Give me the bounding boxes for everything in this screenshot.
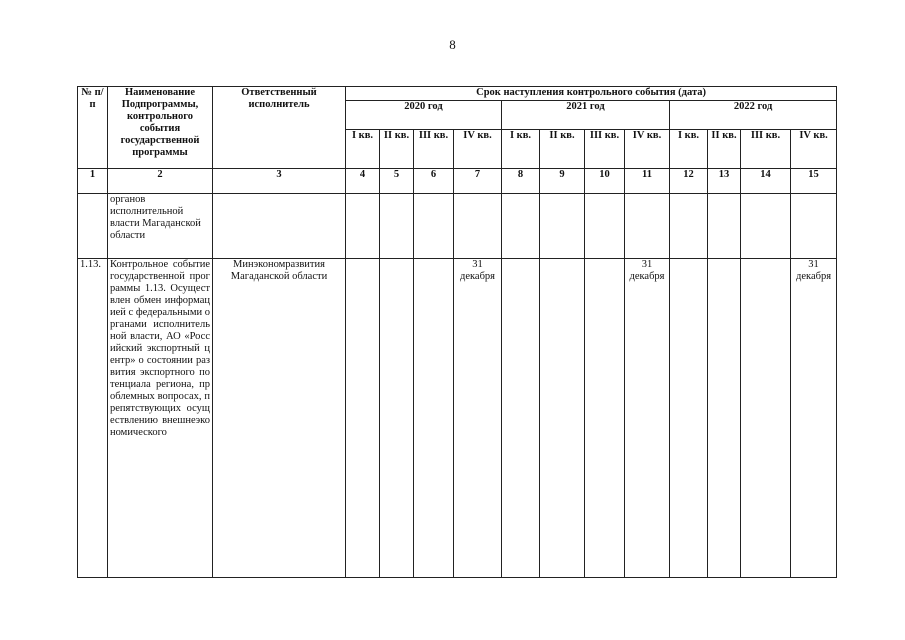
header-year-2021: 2021 год	[502, 101, 670, 130]
control-events-table	[77, 86, 837, 578]
quarter-cell-date: 31 декабря	[454, 259, 502, 578]
column-number: 12	[670, 169, 708, 194]
header-quarter: II кв.	[380, 130, 414, 169]
column-number: 7	[454, 169, 502, 194]
header-quarter: I кв.	[346, 130, 380, 169]
quarter-cell-date: 31 декабря	[791, 259, 837, 578]
header-year-2020: 2020 год	[346, 101, 502, 130]
column-number: 15	[791, 169, 837, 194]
quarter-cell	[670, 194, 708, 259]
row-name: Контрольное событие государственной программы 1.13. Осуществлен обмен информацией с федеральными органами исполнительной власти, АО «Российский экспортный центр» о состоянии развития экспортного потенциала региона, проблемных вопросах, препятствующих осуществлению внешнеэкономического	[108, 259, 213, 578]
header-quarter: III кв.	[585, 130, 625, 169]
quarter-cell	[585, 194, 625, 259]
column-number: 13	[708, 169, 741, 194]
page-number: 8	[449, 37, 456, 52]
header-name: Наименование Подпрограммы, контрольного события государственной программы	[108, 87, 213, 169]
column-number: 2	[108, 169, 213, 194]
quarter-cell-date: 31 декабря	[625, 259, 670, 578]
quarter-cell	[380, 194, 414, 259]
header-quarter: I кв.	[670, 130, 708, 169]
quarter-cell	[585, 259, 625, 578]
row-name: органов исполнительной власти Магаданской области	[108, 194, 213, 259]
column-number: 6	[414, 169, 454, 194]
quarter-cell	[540, 259, 585, 578]
header-quarter: IV кв.	[625, 130, 670, 169]
header-quarter: III кв.	[741, 130, 791, 169]
quarter-cell	[670, 259, 708, 578]
quarter-cell	[625, 194, 670, 259]
column-number: 1	[78, 169, 108, 194]
column-number: 4	[346, 169, 380, 194]
quarter-cell	[346, 194, 380, 259]
column-number-row	[78, 169, 837, 194]
table-row	[78, 259, 837, 578]
quarter-cell	[502, 259, 540, 578]
column-number: 3	[213, 169, 346, 194]
quarter-cell	[454, 194, 502, 259]
header-responsible: Ответственный исполнитель	[213, 87, 346, 169]
column-number: 8	[502, 169, 540, 194]
column-number: 9	[540, 169, 585, 194]
header-quarter: II кв.	[540, 130, 585, 169]
header-quarter: IV кв.	[454, 130, 502, 169]
quarter-cell	[708, 194, 741, 259]
quarter-cell	[346, 259, 380, 578]
row-responsible	[213, 194, 346, 259]
quarter-cell	[380, 259, 414, 578]
quarter-cell	[791, 194, 837, 259]
header-quarter: III кв.	[414, 130, 454, 169]
column-number: 10	[585, 169, 625, 194]
quarter-cell	[708, 259, 741, 578]
quarter-cell	[741, 194, 791, 259]
row-num	[78, 194, 108, 259]
header-quarter: I кв.	[502, 130, 540, 169]
table-row	[78, 194, 837, 259]
row-responsible: Минэкономразвития Магаданской области	[213, 259, 346, 578]
quarter-cell	[502, 194, 540, 259]
quarter-cell	[414, 259, 454, 578]
column-number: 5	[380, 169, 414, 194]
header-num: № п/п	[78, 87, 108, 169]
column-number: 14	[741, 169, 791, 194]
header-quarter: IV кв.	[791, 130, 837, 169]
quarter-cell	[741, 259, 791, 578]
header-deadline: Срок наступления контрольного события (дата)	[346, 87, 837, 101]
row-num: 1.13.	[78, 259, 108, 578]
column-number: 11	[625, 169, 670, 194]
quarter-cell	[414, 194, 454, 259]
header-year-2022: 2022 год	[670, 101, 837, 130]
quarter-cell	[540, 194, 585, 259]
header-quarter: II кв.	[708, 130, 741, 169]
